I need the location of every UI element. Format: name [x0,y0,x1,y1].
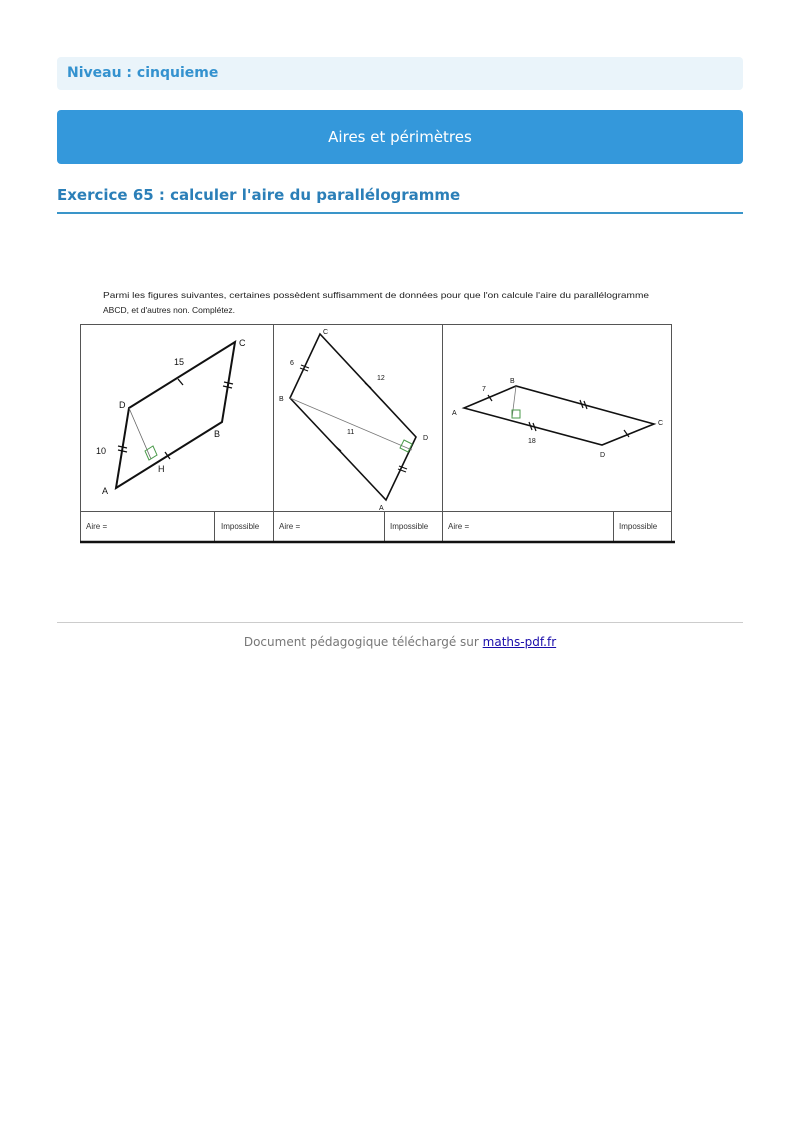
fig3-label-D: D [600,452,606,459]
instruction-line-2: ABCD, et d'autres non. Complétez. [103,305,236,315]
fig2-length-6: 6 [290,360,294,367]
impossible-label-2: Impossible [390,522,429,531]
footer-divider [57,622,743,623]
fig1-length-15: 15 [174,357,185,367]
fig1-label-D: D [119,400,126,410]
footer-text: Document pédagogique téléchargé sur [243,635,479,649]
fig3-label-C: C [658,420,664,427]
exercise-figure [78,284,678,548]
fig2-length-12: 12 [377,375,385,382]
level-banner [57,57,743,90]
fig1-label-C: C [239,338,246,348]
instruction-line-1: Parmi les figures suivantes, certaines possèdent suffisamment de données pour que l'on calcule l'aire du parallélogramme [103,290,650,300]
fig1-label-B: B [214,429,221,439]
footer [0,635,800,649]
fig2-label-C: C [323,329,329,336]
fig1-label-A: A [102,486,109,496]
level-label: Niveau : cinquieme [67,65,219,81]
fig1-label-H: H [158,464,165,474]
topic-banner [57,110,743,164]
fig3-length-18: 18 [528,438,536,445]
answer-label-3: Aire = [448,522,470,531]
parallelogram-figure-1 [96,338,246,496]
fig3-label-A: A [452,410,457,417]
fig3-label-B: B [510,378,515,385]
impossible-label-3: Impossible [619,522,658,531]
fig2-length-11: 11 [347,429,355,436]
answer-label-1: Aire = [86,522,108,531]
figure-table-frame [81,325,672,542]
impossible-label-1: Impossible [221,522,260,531]
parallelogram-figure-2 [279,329,428,512]
fig1-length-10: 10 [96,446,107,456]
parallelogram-figure-3 [452,378,663,459]
exercise-title: Exercice 65 : calculer l'aire du parallélogramme [57,186,461,204]
fig2-label-D: D [423,435,429,442]
fig3-length-7: 7 [482,386,486,393]
fig2-label-B: B [279,396,284,403]
fig2-label-A: A [379,505,384,512]
answer-label-2: Aire = [279,522,301,531]
exercise-title-underline [57,212,743,214]
footer-link[interactable]: maths-pdf.fr [482,635,557,649]
topic-title: Aires et périmètres [328,128,472,146]
